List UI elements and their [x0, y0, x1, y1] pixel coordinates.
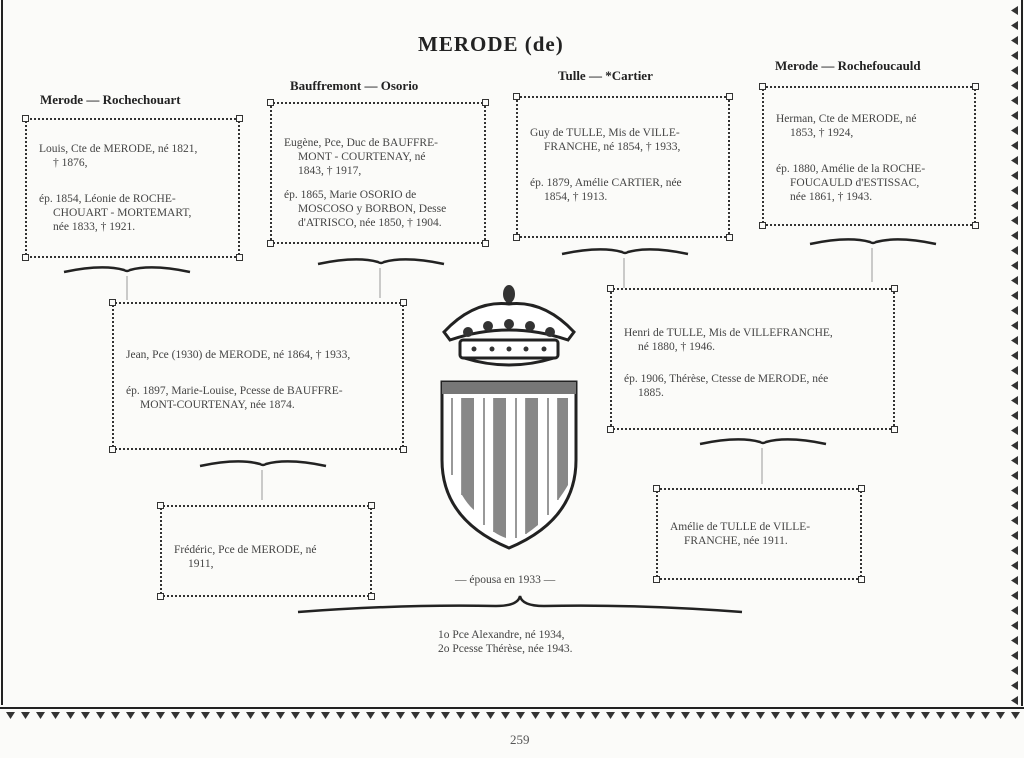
brace-connector: [698, 434, 828, 486]
heading-merode-rochefoucauld: Merode — Rochefoucauld: [775, 58, 921, 73]
children-brace: [296, 590, 744, 620]
bottom-ornament-border: [0, 706, 1024, 726]
page-number: 259: [510, 732, 530, 747]
box-line: 1853, † 1924,: [790, 127, 854, 139]
box-line: Herman, Cte de MERODE, né: [776, 113, 917, 125]
box-line: 1885.: [638, 387, 664, 399]
box-line: Henri de TULLE, Mis de VILLEFRANCHE,: [624, 327, 833, 339]
box-amelie-tulle: [656, 488, 862, 580]
brace-connector: [62, 262, 192, 302]
box-line: Amélie de TULLE de VILLE-: [670, 521, 811, 533]
box-line: Eugène, Pce, Duc de BAUFFRE-: [284, 137, 438, 149]
box-line: Jean, Pce (1930) de MERODE, né 1864, † 1933,: [126, 349, 351, 361]
left-border: [0, 0, 14, 710]
box-line: FOUCAULD d'ESTISSAC,: [790, 177, 920, 189]
brace-connector: [198, 456, 328, 502]
shield-icon: [442, 382, 576, 548]
box-line: né 1880, † 1946.: [638, 341, 715, 353]
box-eugene-bauffremont: [270, 102, 486, 244]
box-louis-merode: [25, 118, 240, 258]
box-line: MOSCOSO y BORBON, Desse: [298, 203, 447, 215]
child-line: 1o Pce Alexandre, né 1934,: [438, 629, 565, 641]
box-line: ép. 1880, Amélie de la ROCHE-: [776, 163, 926, 175]
box-line: Frédéric, Pce de MERODE, né: [174, 544, 317, 556]
box-line: MONT-COURTENAY, née 1874.: [140, 399, 295, 411]
box-line: née 1861, † 1943.: [790, 191, 873, 203]
heading-bauffremont-osorio: Bauffremont — Osorio: [290, 78, 419, 93]
box-line: 1843, † 1917,: [298, 165, 362, 177]
children-list: [438, 628, 573, 656]
box-frederic-merode: [160, 505, 372, 597]
box-herman-merode: [762, 86, 976, 226]
brace-connector: [808, 234, 938, 284]
box-line: FRANCHE, né 1854, † 1933,: [544, 141, 681, 153]
child-line: 2o Pcesse Thérèse, née 1943.: [438, 643, 573, 655]
box-line: ép. 1879, Amélie CARTIER, née: [530, 177, 682, 189]
box-line: née 1833, † 1921.: [53, 221, 136, 233]
box-line: † 1876,: [53, 157, 88, 169]
box-line: ép. 1897, Marie-Louise, Pcesse de BAUFFRE-: [126, 385, 343, 397]
box-line: 1911,: [188, 558, 214, 570]
marriage-note: — épousa en 1933 —: [455, 574, 556, 586]
box-line: ép. 1865, Marie OSORIO de: [284, 189, 417, 201]
box-line: Guy de TULLE, Mis de VILLE-: [530, 127, 680, 139]
box-line: 1854, † 1913.: [544, 191, 608, 203]
box-guy-tulle: [516, 96, 730, 238]
coat-of-arms-icon: [434, 270, 584, 555]
box-line: ép. 1854, Léonie de ROCHE-: [39, 193, 176, 205]
right-ornament-border: [1004, 0, 1024, 710]
crown-icon: [444, 285, 574, 365]
page-title: MERODE (de): [418, 32, 564, 56]
box-line: CHOUART - MORTEMART,: [53, 207, 192, 219]
box-line: MONT - COURTENAY, né: [298, 151, 426, 163]
brace-connector: [316, 254, 446, 300]
box-line: d'ATRISCO, née 1850, † 1904.: [298, 217, 442, 229]
box-henri-tulle: [610, 288, 895, 430]
heading-merode-rochechouart: Merode — Rochechouart: [40, 92, 181, 107]
box-line: FRANCHE, née 1911.: [684, 535, 788, 547]
heading-tulle-cartier: Tulle — *Cartier: [558, 68, 653, 83]
box-line: Louis, Cte de MERODE, né 1821,: [39, 143, 198, 155]
box-line: ép. 1906, Thérèse, Ctesse de MERODE, née: [624, 373, 829, 385]
box-jean-merode: [112, 302, 404, 450]
